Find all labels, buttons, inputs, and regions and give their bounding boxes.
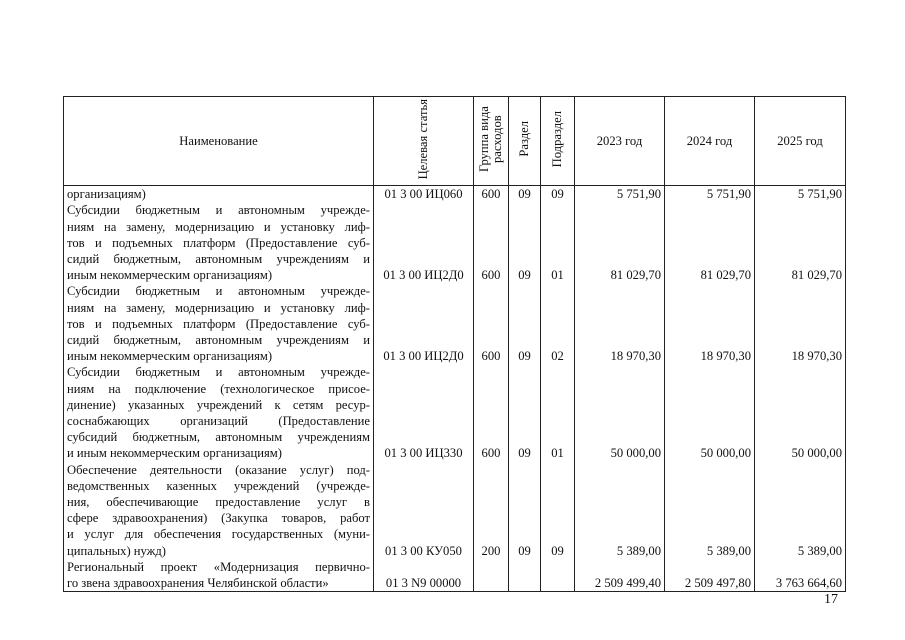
row-name-line: ниям на замену, модернизацию и установку лиф- [67, 300, 370, 315]
row-section: 09 [509, 462, 541, 559]
row-amount-2024: 5 389,00 [665, 462, 755, 559]
row-amount-2025: 81 029,70 [755, 202, 846, 283]
row-amount-2024: 5 751,90 [665, 186, 755, 203]
row-expense-group [474, 559, 509, 592]
row-expense-group: 600 [474, 202, 509, 283]
row-name-line: Субсидии бюджетным и автономным учрежде- [67, 365, 370, 380]
row-section: 09 [509, 364, 541, 461]
row-name [64, 186, 374, 203]
row-amount-2023: 81 029,70 [575, 202, 665, 283]
row-name-line: Обеспечение деятельности (оказание услуг) под- [67, 462, 370, 477]
budget-table-container [63, 96, 845, 591]
row-name-line: динение) указанных учреждений к сетям ресур- [67, 397, 370, 412]
row-name-line: тов и подъемных платформ (Предоставление суб- [67, 316, 370, 331]
row-subsection: 02 [541, 283, 575, 364]
row-name-line: и услуг для обеспечения государственных (муни- [67, 527, 370, 542]
table-row [64, 364, 846, 461]
row-amount-2024: 18 970,30 [665, 283, 755, 364]
row-name-line: ния, обеспечивающие предоставление услуг в [67, 495, 370, 510]
row-amount-2023: 5 389,00 [575, 462, 665, 559]
header-2024: 2024 год [665, 97, 755, 186]
table-row [64, 202, 846, 283]
table-row [64, 283, 846, 364]
row-subsection: 09 [541, 186, 575, 203]
row-name-line: ниям на подключение (технологическое присое- [67, 381, 370, 396]
row-name-line: субсидий бюджетным, автономным учреждениям [67, 430, 370, 445]
row-name-line: Субсидии бюджетным и автономным учрежде- [67, 284, 370, 299]
row-subsection: 09 [541, 462, 575, 559]
header-name: Наименование [64, 97, 374, 186]
row-name-line: ведомственных казенных учреждений (учрежде- [67, 478, 370, 493]
row-name [64, 364, 374, 461]
row-name-line: сфере здравоохранения) (Закупка товаров, работ [67, 511, 370, 526]
table-body [64, 186, 846, 592]
header-expense-group: Группа вида расходов [474, 97, 509, 186]
table-row [64, 559, 846, 592]
row-amount-2025: 5 389,00 [755, 462, 846, 559]
row-amount-2025: 5 751,90 [755, 186, 846, 203]
row-target-article: 01 3 N9 00000 [374, 559, 474, 592]
row-expense-group: 200 [474, 462, 509, 559]
row-name-line: Субсидии бюджетным и автономным учрежде- [67, 203, 370, 218]
row-name-line: иным некоммерческим организациям) [67, 349, 273, 364]
row-amount-2023: 18 970,30 [575, 283, 665, 364]
budget-table [63, 96, 846, 592]
row-section [509, 559, 541, 592]
header-subsection: Подраздел [541, 97, 575, 186]
header-2025: 2025 год [755, 97, 846, 186]
row-name-line: сидий бюджетным, автономным учреждениям и [67, 333, 370, 348]
row-name-line: ниям на замену, модернизацию и установку лиф- [67, 219, 370, 234]
row-name-line: го звена здравоохранения Челябинской области» [67, 576, 329, 591]
page-number: 17 [824, 592, 838, 607]
row-section: 09 [509, 186, 541, 203]
row-name [64, 283, 374, 364]
row-name-line: ципальных) нужд) [67, 543, 166, 558]
row-expense-group: 600 [474, 283, 509, 364]
row-name-line: иным некоммерческим организациям) [67, 268, 273, 283]
row-amount-2024: 50 000,00 [665, 364, 755, 461]
row-expense-group: 600 [474, 186, 509, 203]
row-subsection: 01 [541, 202, 575, 283]
row-name-line: организациям) [67, 187, 146, 202]
row-section: 09 [509, 283, 541, 364]
table-row [64, 186, 846, 203]
row-name [64, 559, 374, 592]
row-target-article: 01 3 00 КУ050 [374, 462, 474, 559]
row-name-line: Региональный проект «Модернизация первично- [67, 559, 370, 574]
row-amount-2024: 2 509 497,80 [665, 559, 755, 592]
row-target-article: 01 3 00 ИЦ2Д0 [374, 283, 474, 364]
row-amount-2024: 81 029,70 [665, 202, 755, 283]
table-header-row [64, 97, 846, 186]
row-target-article: 01 3 00 ИЦ060 [374, 186, 474, 203]
row-amount-2023: 50 000,00 [575, 364, 665, 461]
row-name [64, 202, 374, 283]
row-amount-2023: 5 751,90 [575, 186, 665, 203]
row-amount-2025: 3 763 664,60 [755, 559, 846, 592]
row-name-line: сидий бюджетным, автономным учреждениям и [67, 252, 370, 267]
row-amount-2025: 18 970,30 [755, 283, 846, 364]
row-section: 09 [509, 202, 541, 283]
row-target-article: 01 3 00 ИЦ330 [374, 364, 474, 461]
row-name [64, 462, 374, 559]
header-2023: 2023 год [575, 97, 665, 186]
row-subsection [541, 559, 575, 592]
row-subsection: 01 [541, 364, 575, 461]
row-name-line: соснабжающих организаций (Предоставление [67, 414, 370, 429]
row-expense-group: 600 [474, 364, 509, 461]
row-name-line: тов и подъемных платформ (Предоставление суб- [67, 235, 370, 250]
row-amount-2025: 50 000,00 [755, 364, 846, 461]
row-name-line: и иным некоммерческим организациям) [67, 446, 282, 461]
row-amount-2023: 2 509 499,40 [575, 559, 665, 592]
header-target-article: Целевая статья [374, 97, 474, 186]
row-target-article: 01 3 00 ИЦ2Д0 [374, 202, 474, 283]
header-section: Раздел [509, 97, 541, 186]
table-row [64, 462, 846, 559]
